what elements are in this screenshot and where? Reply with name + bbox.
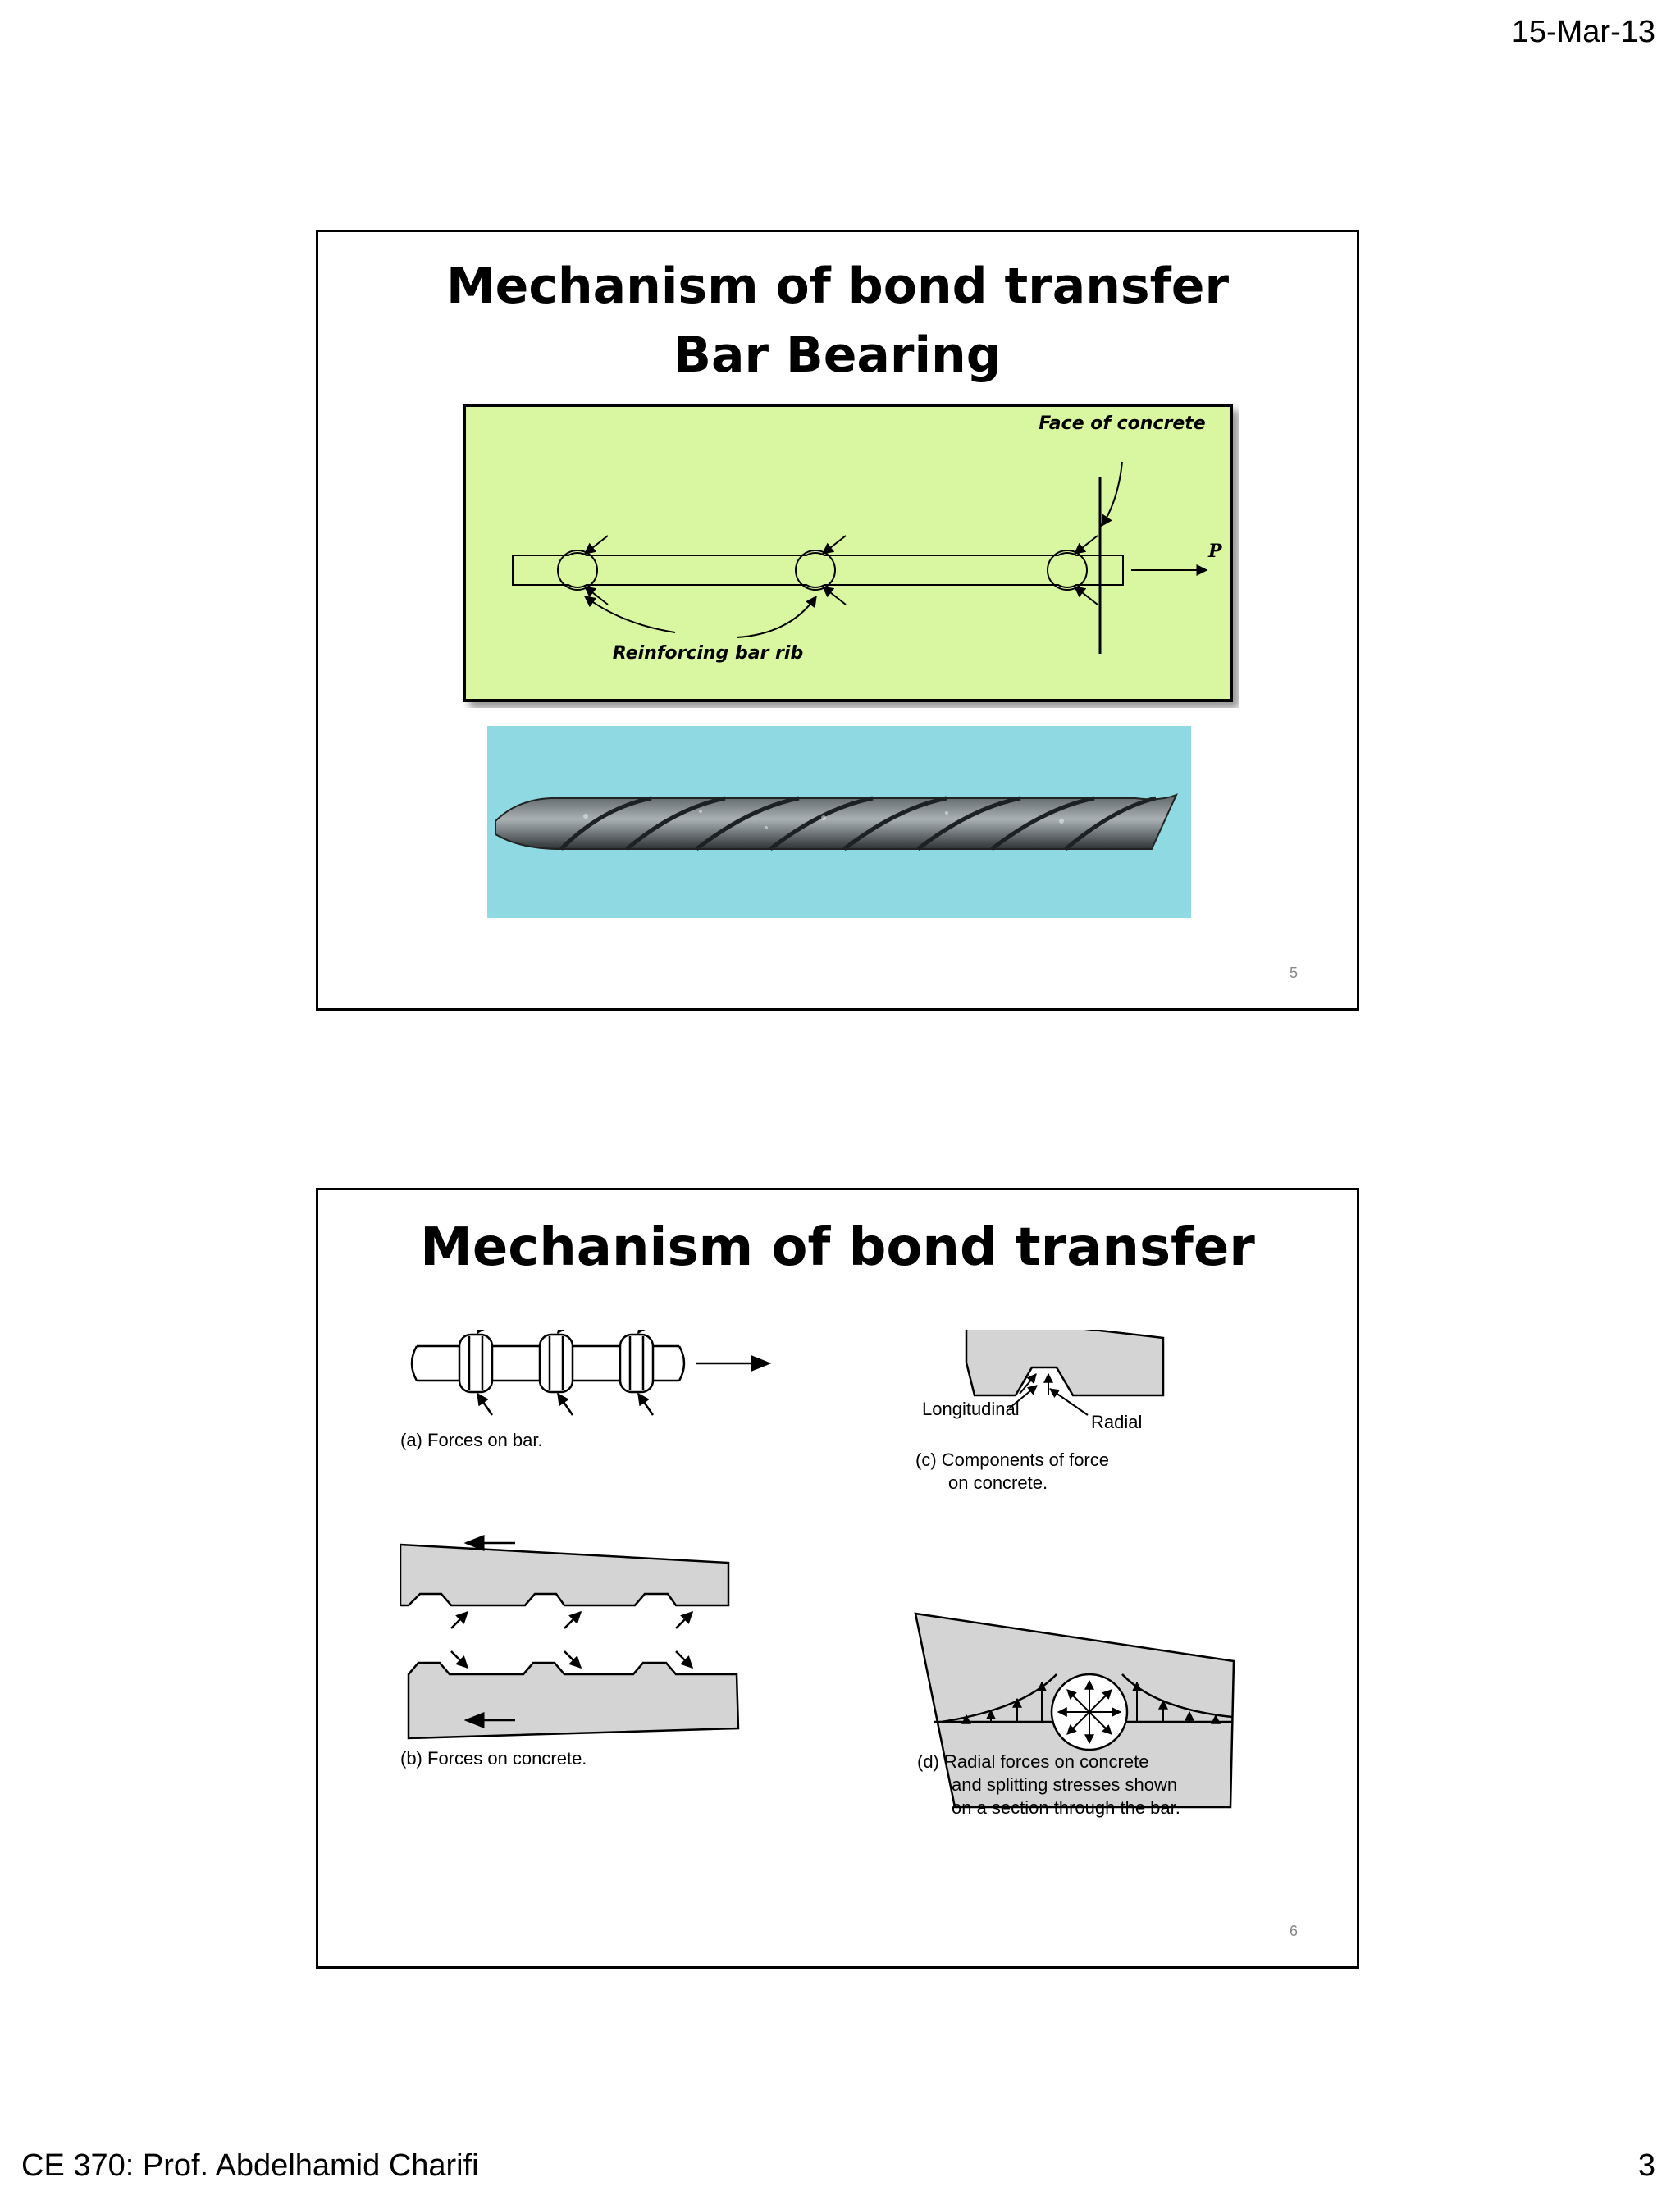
panel-b-concrete: [400, 1545, 738, 1738]
slide-5-number: 5: [1289, 965, 1298, 981]
caption-a: (a) Forces on bar.: [400, 1430, 543, 1450]
slide-5-title-line2: Bar Bearing: [673, 326, 1002, 384]
bar-bearing-diagram: [462, 403, 1239, 708]
caption-b: (b) Forces on concrete.: [400, 1748, 587, 1769]
panel-c-concrete: [966, 1330, 1163, 1395]
slide-6: [316, 1188, 1359, 1969]
caption-d-line1: (d) Radial forces on concrete: [917, 1751, 1149, 1772]
page-footer: CE 370: Prof. Abdelhamid Charifi: [21, 2148, 479, 2183]
caption-d-line3: on a section through the bar.: [952, 1797, 1180, 1818]
panel-a-bar: [412, 1335, 684, 1392]
slide-5-title-line1: Mechanism of bond transfer: [445, 258, 1230, 315]
bond-transfer-figure: [400, 1330, 1303, 1920]
slide-5: [316, 230, 1359, 1011]
slide-6-title: Mechanism of bond transfer: [420, 1217, 1255, 1278]
twisted-bar-photo: [487, 726, 1191, 918]
caption-c-line2: on concrete.: [948, 1472, 1048, 1493]
caption-d-line2: and splitting stresses shown: [952, 1774, 1178, 1795]
slide-6-number: 6: [1289, 1923, 1298, 1939]
page-date: 15-Mar-13: [1511, 15, 1655, 49]
label-force-p: P: [1208, 541, 1222, 562]
caption-c-line1: (c) Components of force: [915, 1449, 1109, 1470]
page-number: 3: [1637, 2148, 1655, 2183]
label-face-of-concrete: Face of concrete: [1039, 413, 1206, 434]
label-longitudinal: Longitudinal: [922, 1399, 1020, 1419]
label-reinforcing-bar-rib: Reinforcing bar rib: [612, 643, 804, 664]
label-radial: Radial: [1091, 1412, 1143, 1432]
